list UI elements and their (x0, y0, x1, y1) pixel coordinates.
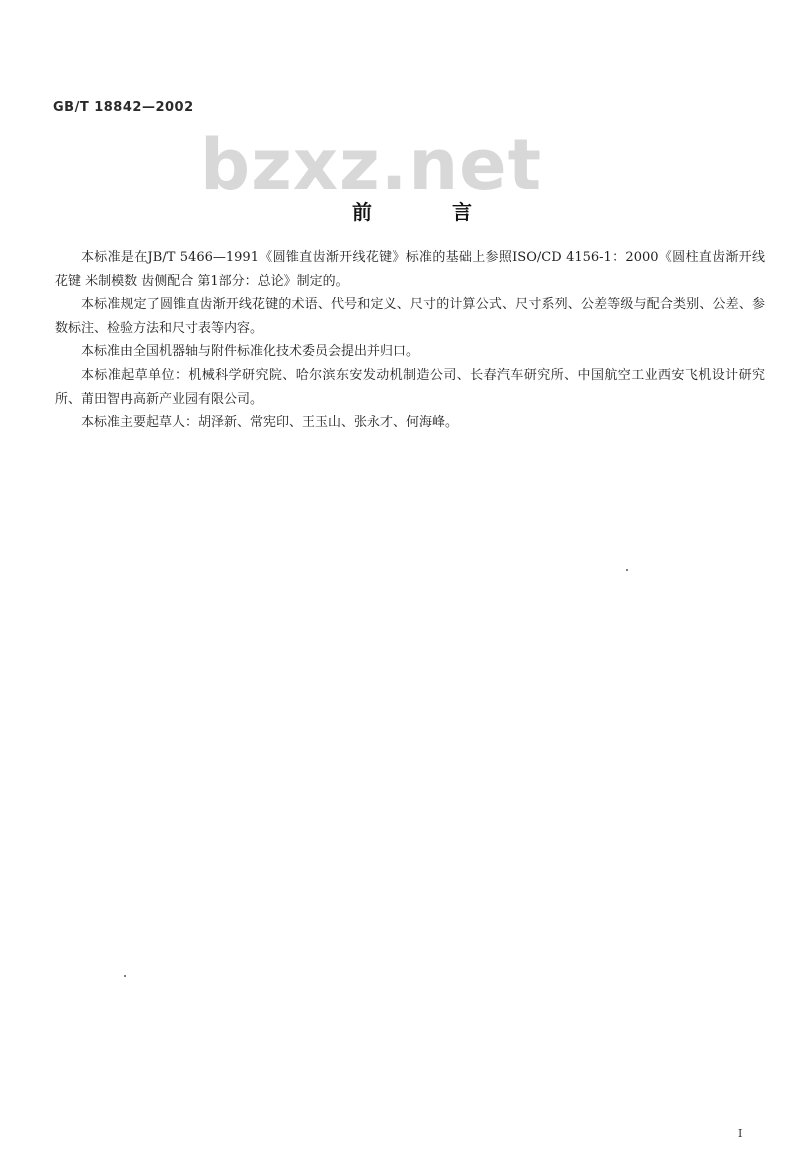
scan-speck (626, 569, 628, 571)
foreword-body (55, 246, 765, 435)
paragraph-drafting-units: 本标准起草单位：机械科学研究院、哈尔滨东安发动机制造公司、长春汽车研究所、中国航空工业西安飞机设计研究所、莆田智冉高新产业园有限公司。 (55, 367, 765, 407)
section-title (352, 196, 472, 225)
paragraph-drafters: 本标准主要起草人：胡泽新、常宪印、王玉山、张永才、何海峰。 (81, 415, 459, 431)
page-number: I (738, 1127, 743, 1140)
standard-code: GB/T 18842—2002 (53, 100, 194, 115)
section-title-char-2: 言 (452, 200, 472, 224)
paragraph-scope: 本标准规定了圆锥直齿渐开线花键的术语、代号和定义、尺寸的计算公式、尺寸系列、公差等级与配合类别、公差、参数标注、检验方法和尺寸表等内容。 (55, 297, 765, 336)
paragraph-basis: 本标准是在JB/T 5466—1991《圆锥直齿渐开线花键》标准的基础上参照ISO/CD 4156-1：2000《圆柱直齿渐开线花键 米制模数 齿侧配合 第1部分：总论》制定的。 (55, 250, 765, 289)
watermark: bzxz.net (200, 124, 543, 206)
section-title-char-1: 前 (352, 200, 372, 224)
paragraph-proposer: 本标准由全国机器轴与附件标准化技术委员会提出并归口。 (81, 344, 420, 360)
scan-speck (124, 975, 126, 977)
